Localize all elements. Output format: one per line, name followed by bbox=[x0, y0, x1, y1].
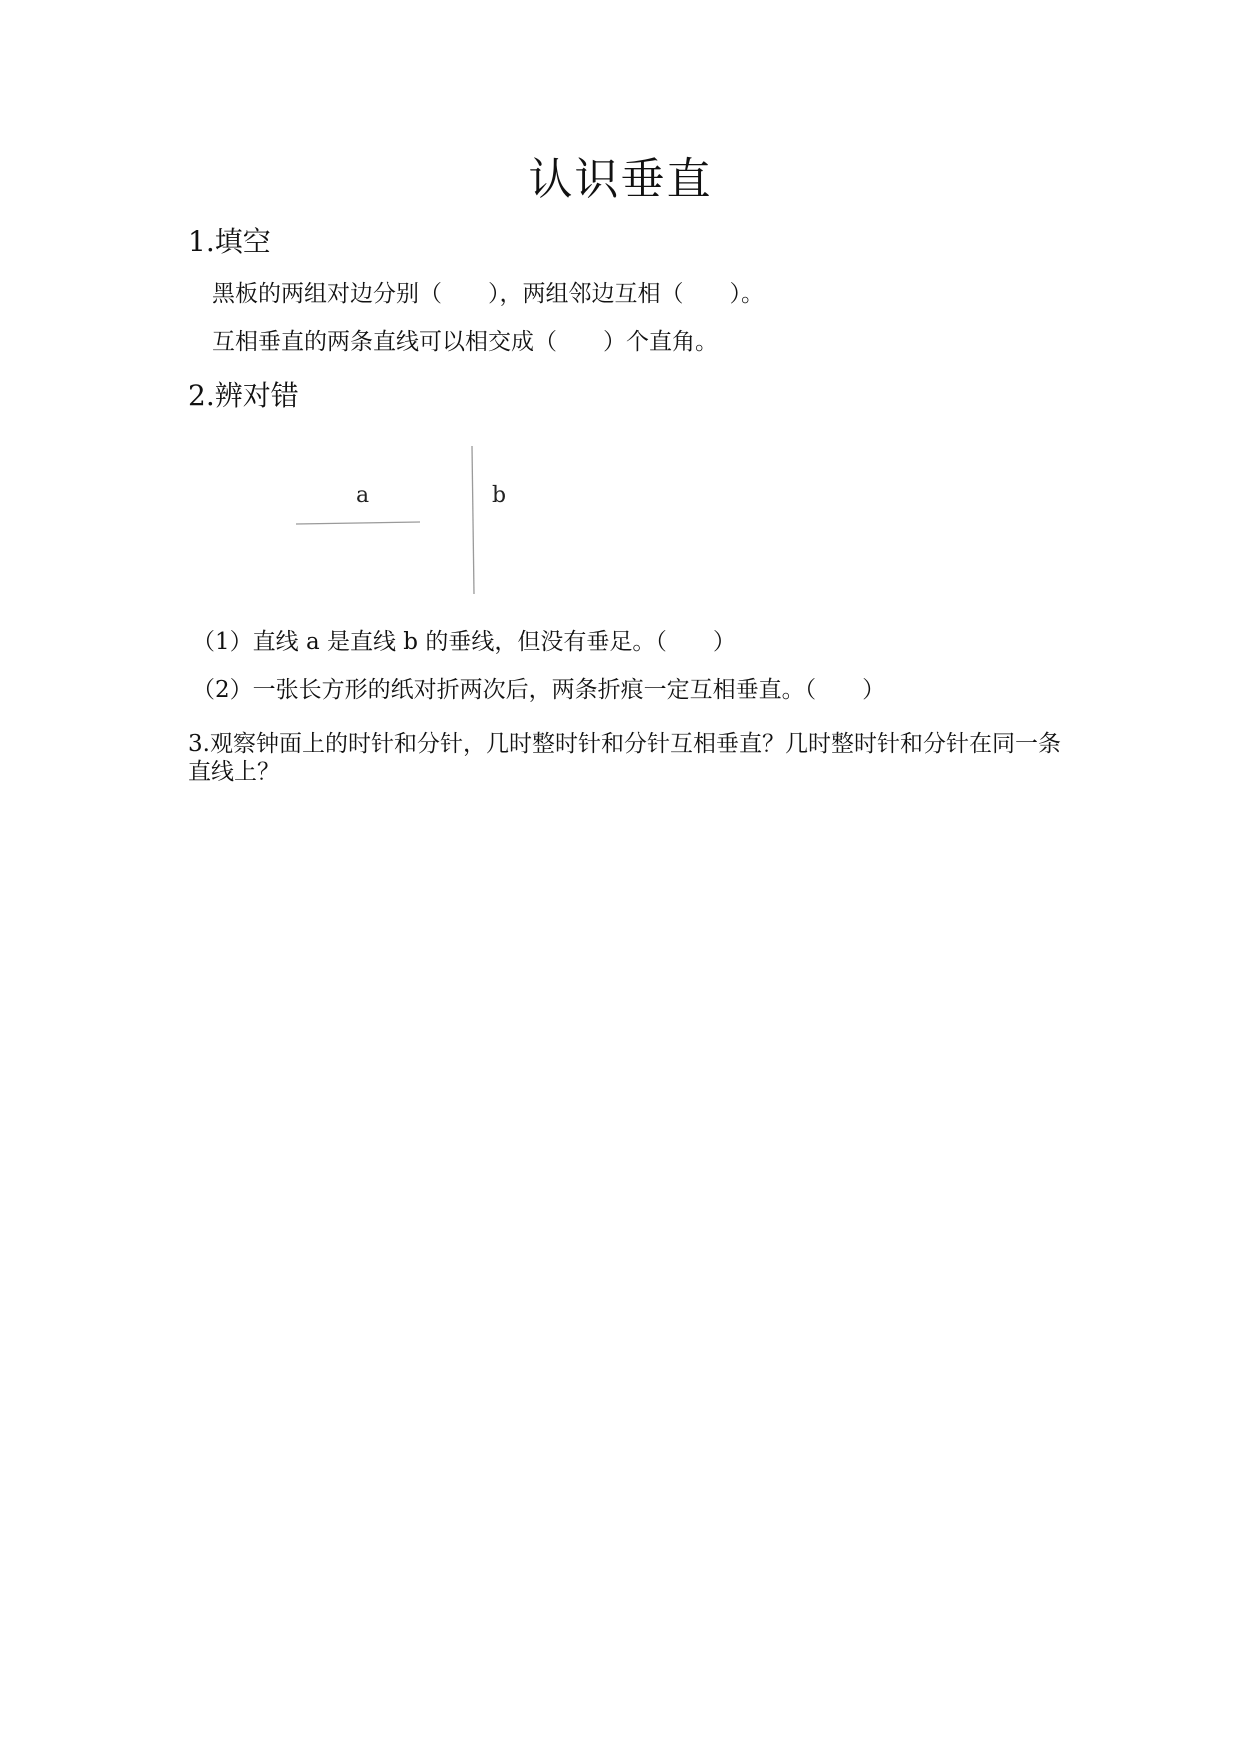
line-a-label: a bbox=[356, 483, 370, 508]
lines-figure-svg bbox=[280, 440, 540, 600]
fill-blank-item-2: 互相垂直的两条直线可以相交成（ ）个直角。 bbox=[212, 329, 718, 355]
question-3: 3.观察钟面上的时针和分针，几时整时针和分针互相垂直？几时整时针和分针在同一条直线上？ bbox=[188, 731, 1061, 785]
section-1-heading: 1.填空 bbox=[188, 225, 271, 258]
lines-figure bbox=[280, 440, 540, 600]
true-false-item-2: （2）一张长方形的纸对折两次后，两条折痕一定互相垂直。（ ） bbox=[192, 677, 886, 703]
page-title: 认识垂直 bbox=[528, 154, 713, 205]
line-b-label: b bbox=[492, 483, 507, 508]
section-2-heading: 2.辨对错 bbox=[188, 379, 299, 412]
line-a bbox=[296, 522, 420, 524]
line-b bbox=[472, 446, 474, 594]
true-false-item-1: （1）直线 a 是直线 b 的垂线，但没有垂足。（ ） bbox=[192, 629, 736, 655]
fill-blank-item-1: 黑板的两组对边分别（ ），两组邻边互相（ ）。 bbox=[212, 281, 764, 307]
